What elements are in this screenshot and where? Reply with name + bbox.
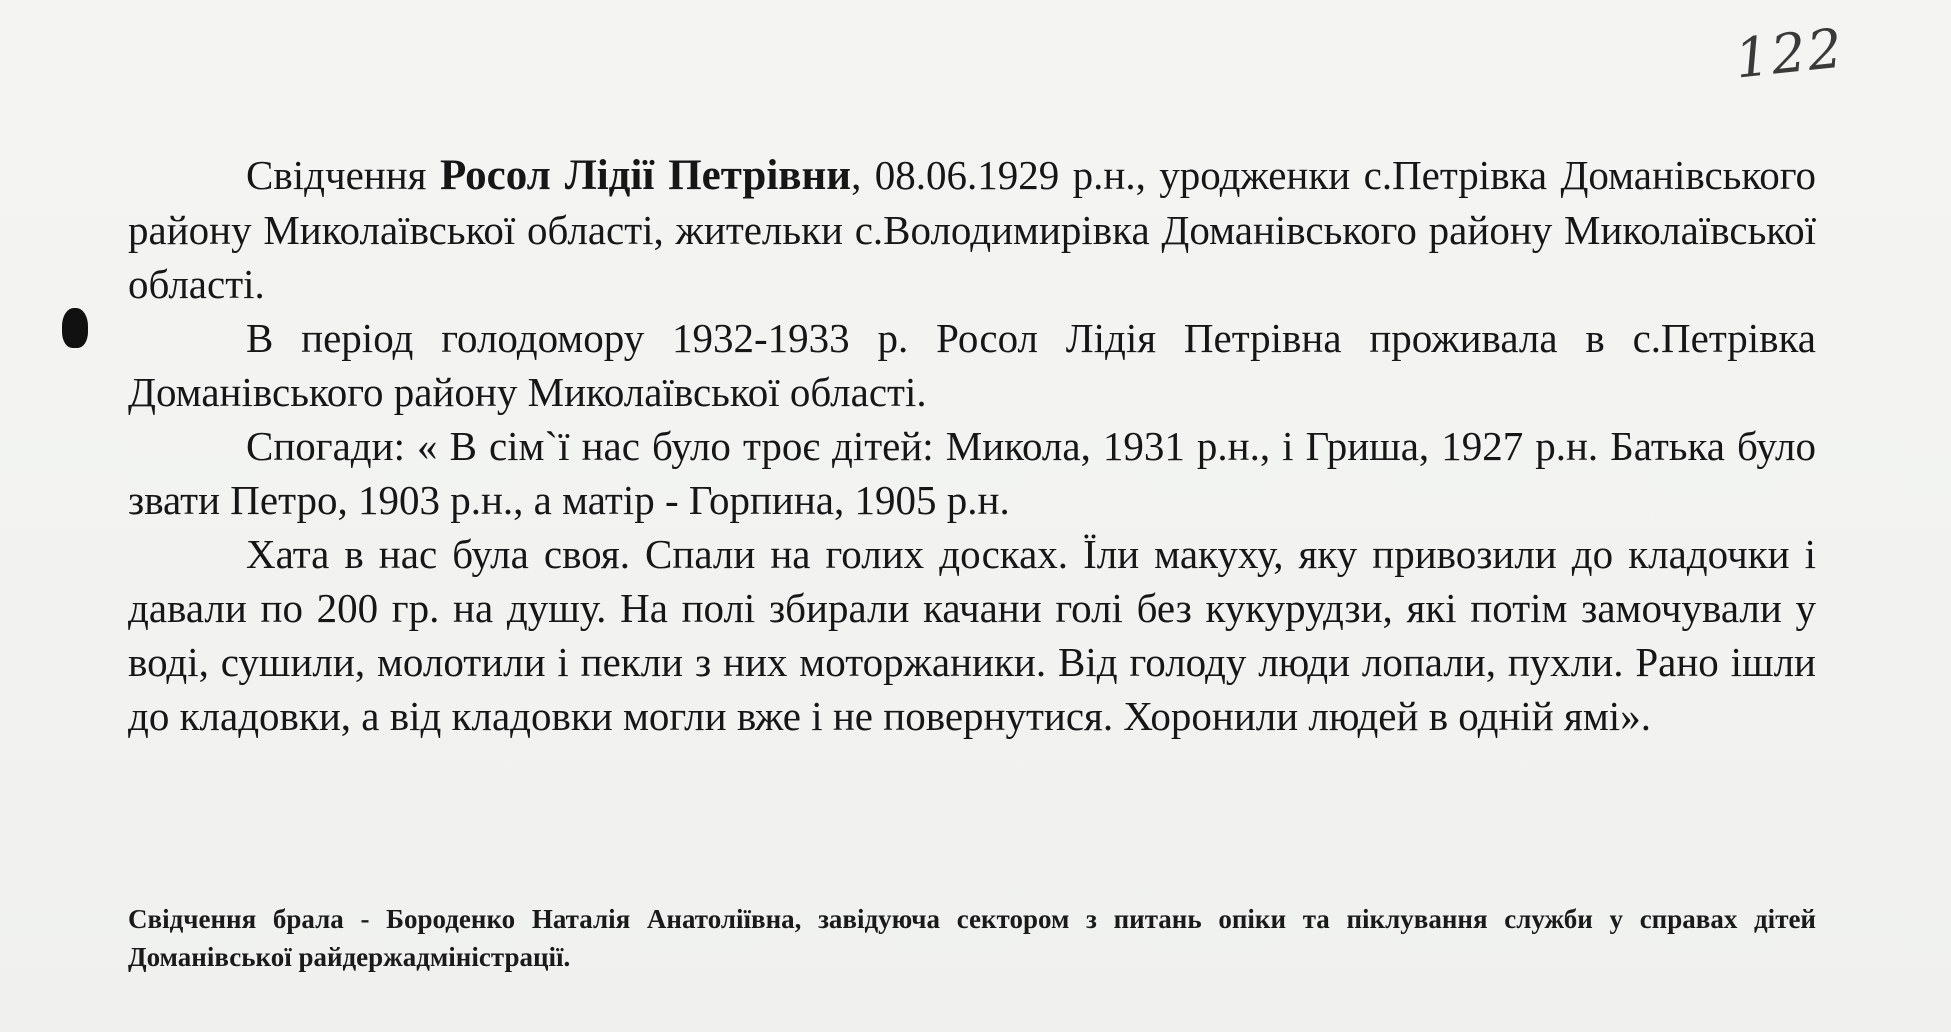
intro-prefix: Свідчення — [246, 152, 440, 198]
handwritten-page-number: 122 — [1732, 16, 1848, 91]
paragraph-residence: В період голодомору 1932-1933 р. Росол Лідія Петрівна проживала в с.Петрівка Доманівського району Миколаївської області. — [128, 315, 1816, 415]
paragraph-memories-famine: Хата в нас була своя. Спали на голих досках. Їли макуху, яку привозили до кладочки і давали по 200 гр. на душу. На полі збирали качани голі без кукурудзи, які потім замочували у воді, сушили, молотили і пекли з них моторжаники. Від голоду люди лопали, пухли. Рано ішли до кладовки, а від кладовки могли вже і не повернутися. Хоронили людей в одній ямі». — [128, 531, 1816, 739]
intro-details: , 08.06.1929 р.н., уродженки с.Петрівка Доманівського району Миколаївської області, жительки с.Володимирівка Доманівського району Миколаївської області. — [128, 152, 1816, 307]
recorder-note: Свідчення брала - Бороденко Наталія Анатоліївна, завідуюча сектором з питань опіки та піклування служби у справах дітей Доманівської райдержадміністрації. — [128, 904, 1816, 972]
witness-name: Росол Лідії Петрівни — [439, 152, 852, 199]
binder-hole-mark — [62, 308, 88, 348]
paragraph-intro — [128, 148, 1816, 311]
testimony-body — [128, 148, 1816, 743]
paragraph-memories-family: Спогади: « В сім`ї нас було троє дітей: Микола, 1931 р.н., і Гриша, 1927 р.н. Батька було звати Петро, 1903 р.н., а матір - Горпина, 1905 р.н. — [128, 423, 1816, 523]
